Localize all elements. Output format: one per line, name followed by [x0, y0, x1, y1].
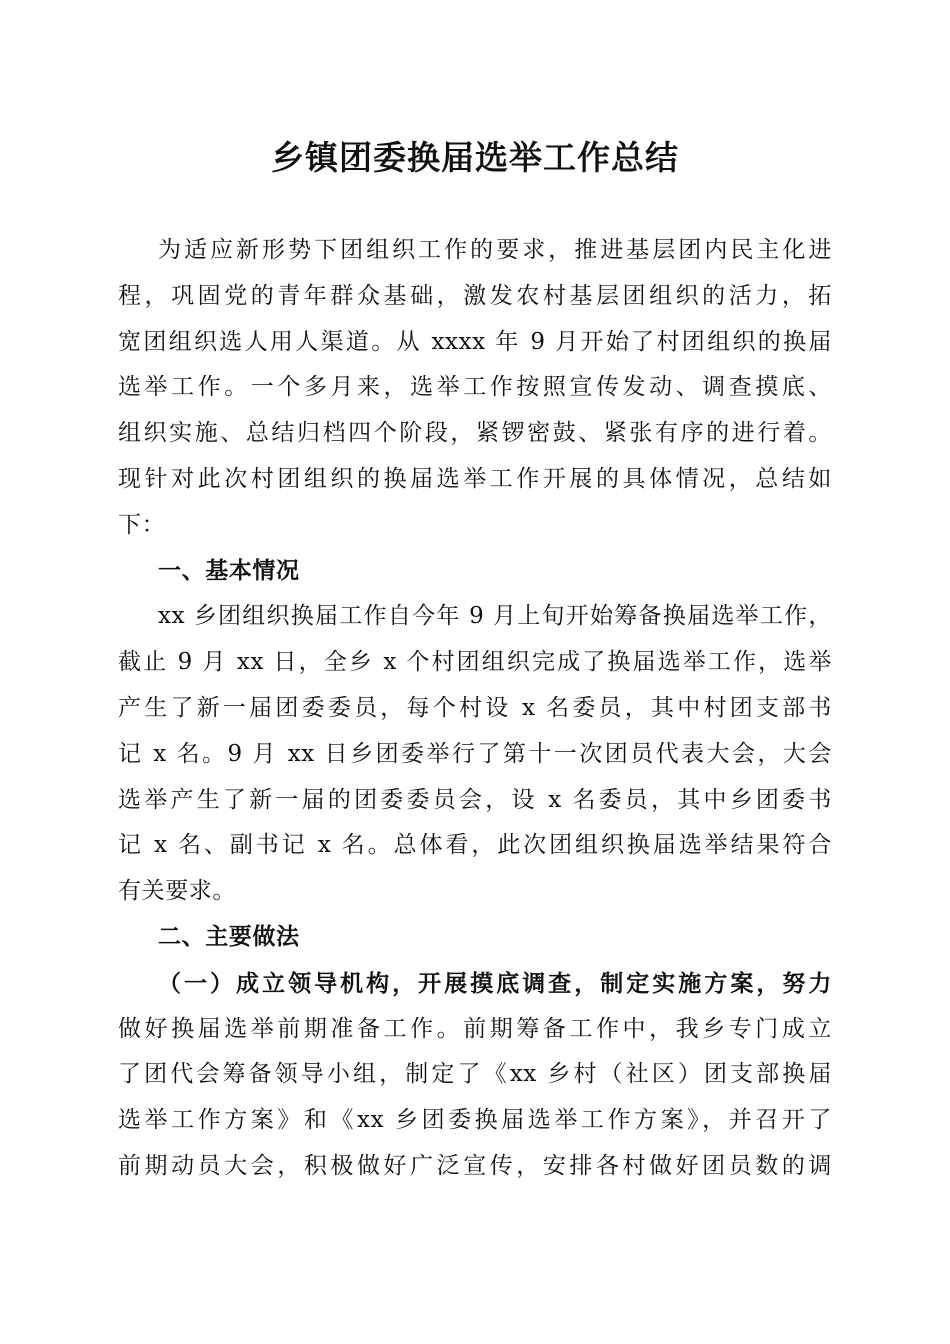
paragraph-line: 程，巩固党的青年群众基础，激发农村基层团组织的活力，拓: [118, 282, 832, 309]
paragraph-line: 为适应新形势下团组织工作的要求，推进基层团内民主化进: [158, 237, 832, 263]
paragraph-line: 选举工作方案》和《xx 乡团委换届选举工作方案》，并召开了: [118, 1107, 832, 1134]
paragraph-line: 有关要求。: [118, 878, 236, 905]
paragraph-line: 产生了新一届团委委员，每个村设 x 名委员，其中村团支部书: [118, 694, 832, 721]
paragraph-line: 现针对此次村团组织的换届选举工作开展的具体情况，总结如: [118, 465, 832, 492]
paragraph-line: 组织实施、总结归档四个阶段，紧锣密鼓、紧张有序的进行着。: [118, 420, 832, 447]
paragraph-line: xx 乡团组织换届工作自今年 9 月上旬开始筹备换届选举工作，: [158, 603, 832, 630]
paragraph-line: 前期动员大会，积极做好广泛宣传，安排各村做好团员数的调: [118, 1152, 832, 1179]
paragraph-line: 宽团组织选人用人渠道。从 xxxx 年 9 月开始了村团组织的换届: [118, 328, 832, 355]
paragraph-line: 选举工作。一个多月来，选举工作按照宣传发动、调查摸底、: [118, 374, 832, 401]
section-heading-basic-situation: 一、基本情况: [158, 557, 300, 584]
document-body: [118, 228, 832, 1190]
paragraph-line: 记 x 名。9 月 xx 日乡团委举行了第十一次团员代表大会，大会: [118, 740, 832, 767]
paragraph-line: 下：: [118, 511, 166, 538]
paragraph-line: 截止 9 月 xx 日，全乡 x 个村团组织完成了换届选举工作，选举: [118, 649, 832, 676]
section-heading-main-practices: 二、主要做法: [158, 923, 300, 950]
paragraph-line: 了团代会筹备领导小组，制定了《xx 乡村（社区）团支部换届: [118, 1061, 832, 1088]
document-title: 乡镇团委换届选举工作总结: [271, 138, 679, 177]
subsection-heading-line: （一）成立领导机构，开展摸底调查，制定实施方案，努力: [158, 969, 832, 997]
paragraph-line: 选举产生了新一届的团委委员会，设 x 名委员，其中乡团委书: [118, 786, 832, 813]
paragraph-line: 做好换届选举前期准备工作。前期筹备工作中，我乡专门成立: [118, 1015, 832, 1042]
paragraph-line: 记 x 名、副书记 x 名。总体看，此次团组织换届选举结果符合: [118, 832, 832, 859]
